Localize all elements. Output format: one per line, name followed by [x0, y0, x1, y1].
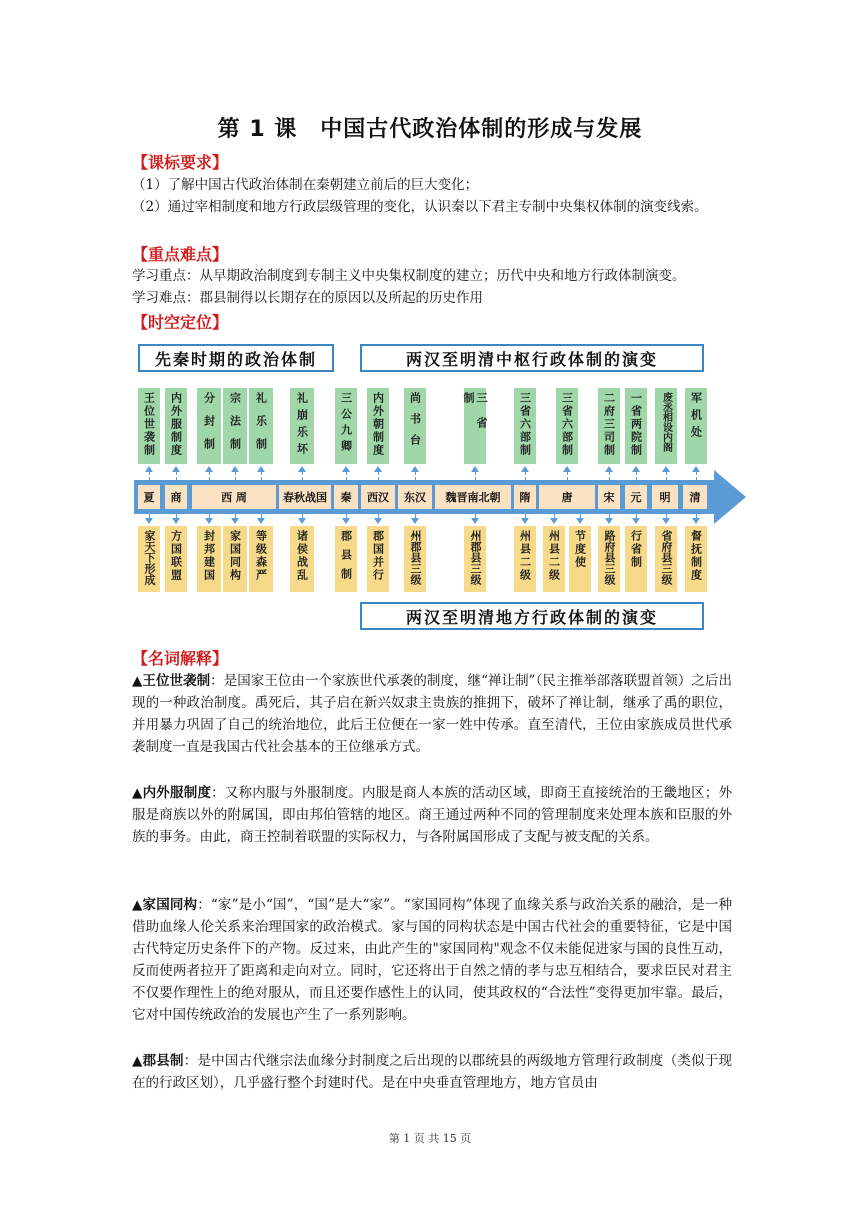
top-box: 内外服制度 [165, 388, 187, 464]
era-label: 秦 [334, 485, 358, 509]
bottom-box: 行省制 [625, 526, 647, 592]
section-heading-timeline: 【时空定位】 [132, 313, 229, 332]
glossary-term: ▲郡县制 [132, 1053, 184, 1069]
era-label: 西汉 [361, 485, 395, 509]
bottom-box: 路府县三级 [598, 526, 620, 592]
key-point-2: 学习难点：郡县制得以长期存在的原因以及所起的历史作用 [132, 290, 483, 306]
era-label: 春秋战国 [279, 485, 331, 509]
top-box: 军机处 [685, 388, 707, 464]
section-heading-key-points: 【重点难点】 [132, 245, 229, 264]
bottom-box: 封邦建国 [197, 526, 221, 592]
bottom-box: 郡国并行 [367, 526, 389, 592]
era-label: 东汉 [398, 485, 432, 509]
key-point-1: 学习重点：从早期政治制度到专制主义中央集权制度的建立；历代中央和地方行政体制演变。 [132, 268, 686, 284]
era-label: 唐 [539, 485, 595, 509]
glossary-term: ▲家国同构 [132, 897, 198, 913]
era-label: 清 [683, 485, 707, 509]
top-box: 礼乐制 [249, 388, 273, 464]
page-title: 第 1 课 中国古代政治体制的形成与发展 [217, 117, 643, 142]
bottom-box: 州县二级 [514, 526, 536, 592]
era-label: 隋 [514, 485, 536, 509]
bottom-box: 郡县制 [335, 526, 357, 592]
bottom-box: 州郡县三级 [404, 526, 426, 592]
bottom-box: 州郡县三级 [464, 526, 486, 592]
top-box: 三省制 [464, 388, 486, 464]
bottom-box: 州县二级 [543, 526, 565, 592]
section-heading-glossary: 【名词解释】 [132, 649, 229, 668]
header-local-admin: 两汉至明清地方行政体制的演变 [360, 602, 704, 630]
top-box: 分封制 [197, 388, 221, 464]
bottom-box: 家天下形成 [138, 526, 160, 592]
glossary-entry-inner-outer-service: ▲内外服制度：又称内服与外服制度。内服是商人本族的活动区域，即商王直接统治的王畿地区；外服是商族以外的附属国，即由邦伯管辖的地区。商王通过两种不同的管理制度来处理本族和臣服的外族的事务。由此，商王控制着联盟的实际权力，与各附属国形成了支配与被支配的关系。 [132, 785, 732, 845]
bottom-box: 等级森严 [249, 526, 273, 592]
requirement-2: （2）通过宰相制度和地方行政层级管理的变化，认识秦以下君主专制中央集权体制的演变线索。 [132, 199, 708, 215]
glossary-term: ▲王位世袭制 [132, 673, 211, 689]
era-label: 夏 [138, 485, 160, 509]
glossary-entry-family-state: ▲家国同构：“家”是小“国”，“国”是大“家”。“家国同构”体现了血缘关系与政治关系的融洽，是一种借助血缘人伦关系来治理国家的政治模式。家与国的同构状态是中国古代社会的重要特征，它是中国古代特定历史条件下的产物。反过来，由此产生的"家国同构"观念不仅未能促进家与国的良性互动，反而使两者拉开了距离和走向对立。同时，它还将出于自然之情的孝与忠互相结合，要求臣民对君主不仅要作理性上的绝对服从，而且还要作感性上的认同，使其政权的“合法性”变得更加牢靠。最后，它对中国传统政治的发展也产生了一系列影响。 [132, 897, 733, 1023]
era-label: 商 [165, 485, 187, 509]
page-footer: 第 1 页 共 15 页 [388, 1132, 472, 1145]
era-label: 魏晋南北朝 [435, 485, 511, 509]
top-box: 一省两院制 [625, 388, 647, 464]
bottom-box: 方国联盟 [165, 526, 187, 592]
timeline-arrowhead [714, 470, 746, 524]
top-box: 三公九卿 [335, 388, 357, 464]
header-pre-qin: 先秦时期的政治体制 [138, 344, 334, 372]
bottom-box: 督抚制度 [685, 526, 707, 592]
glossary-term: ▲内外服制度 [132, 785, 212, 801]
glossary-entry-commandery-county: ▲郡县制：是中国古代继宗法血缘分封制度之后出现的以郡统县的两级地方管理行政制度（类似于现在的行政区划），几乎盛行整个封建时代。是在中央垂直管理地方，地方官员由 [132, 1053, 732, 1091]
top-box: 二府三司制 [598, 388, 620, 464]
top-box: 三省六部制 [514, 388, 536, 464]
top-box: 宗法制 [223, 388, 247, 464]
top-box: 尚书台 [404, 388, 426, 464]
bottom-box: 节度使 [569, 526, 591, 592]
requirement-1: （1）了解中国古代政治体制在秦朝建立前后的巨大变化； [132, 177, 479, 193]
bottom-box: 诸侯战乱 [290, 526, 314, 592]
header-central-admin: 两汉至明清中枢行政体制的演变 [360, 344, 704, 372]
top-box: 礼崩乐坏 [290, 388, 314, 464]
glossary-entry-hereditary-throne: ▲王位世袭制：是国家王位由一个家族世代承袭的制度，继“禅让制”（民主推举部落联盟首领）之后出现的一种政治制度。禹死后，其子启在新兴奴隶主贵族的推拥下，破坏了禅让制，继承了禹的职位，并用暴力巩固了自己的统治地位，此后王位便在一家一姓中传承。直至清代，王位由家族成员世代承袭制度一直是我国古代社会基本的王位继承方式。 [132, 673, 732, 755]
top-box: 废丞相设内阁 [655, 388, 677, 464]
era-label: 宋 [598, 485, 620, 509]
section-heading-requirements: 【课标要求】 [132, 153, 229, 172]
top-box: 三省六部制 [556, 388, 578, 464]
political-system-diagram [134, 340, 748, 640]
bottom-box: 家国同构 [223, 526, 247, 592]
top-box: 王位世袭制 [138, 388, 160, 464]
top-box: 内外朝制度 [367, 388, 389, 464]
bottom-box: 省府县三级 [655, 526, 677, 592]
era-label: 元 [625, 485, 647, 509]
era-label: 明 [652, 485, 678, 509]
era-label: 西 周 [192, 485, 276, 509]
